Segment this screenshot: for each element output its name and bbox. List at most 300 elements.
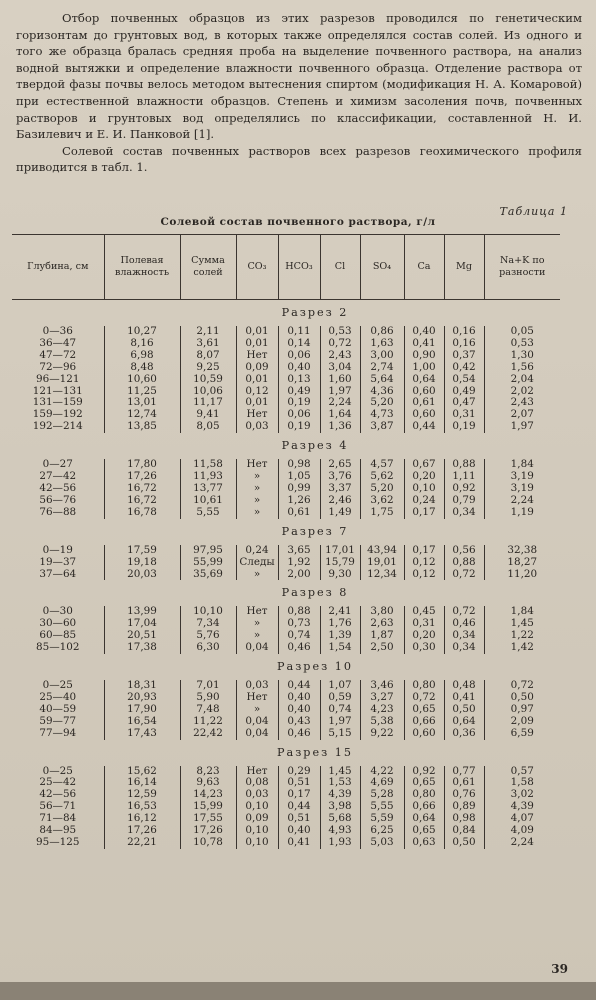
table-cell: 17,04 xyxy=(104,618,180,630)
table-cell: Нет xyxy=(236,409,278,421)
table-cell: 159—192 xyxy=(32,409,83,421)
table-cell: 0,66 xyxy=(404,716,444,728)
table-cell: 0,73 xyxy=(278,618,320,630)
table-cell: 0,10 xyxy=(404,483,444,495)
table-cell: 0,80 xyxy=(404,789,444,801)
table-cell: 85—102 xyxy=(36,642,80,654)
table-cell: 0,03 xyxy=(236,789,278,801)
table-cell: 72—96 xyxy=(39,361,77,373)
table-cell: » xyxy=(236,630,278,642)
table-cell: 192—214 xyxy=(32,421,83,433)
table-cell: 30—60 xyxy=(39,618,77,630)
table-cell: 10,59 xyxy=(180,374,236,386)
table-cell: 2,11 xyxy=(180,326,236,338)
table-cell: 0,19 xyxy=(278,421,320,433)
table-cell: 13,85 xyxy=(104,421,180,433)
table-cell: 4,23 xyxy=(360,704,404,716)
table-cell: 3,00 xyxy=(360,350,404,362)
table-cell: 1,00 xyxy=(404,362,444,374)
table-row xyxy=(12,569,560,581)
table-cell: 0—25 xyxy=(42,680,73,692)
table-cell: 5,90 xyxy=(180,692,236,704)
table-cell: 0,53 xyxy=(320,326,360,338)
table-cell: 12,34 xyxy=(360,569,404,581)
table-cell: 0,86 xyxy=(360,326,404,338)
table-cell: 0,34 xyxy=(444,630,484,642)
table-cell: 3,02 xyxy=(484,789,560,801)
table-cell: 0,51 xyxy=(278,777,320,789)
table-cell: 9,30 xyxy=(320,569,360,581)
table-cell: 1,58 xyxy=(484,777,560,789)
table-cell: 0,08 xyxy=(236,777,278,789)
table-cell: 6,25 xyxy=(360,825,404,837)
table-cell: 2,63 xyxy=(360,618,404,630)
table-cell: 1,30 xyxy=(484,350,560,362)
table-cell: » xyxy=(236,569,278,581)
table-row xyxy=(12,825,560,837)
table-cell: 3,61 xyxy=(180,338,236,350)
table-cell: 77—94 xyxy=(39,727,77,739)
table-cell: 17,55 xyxy=(180,813,236,825)
table-cell: 6,98 xyxy=(104,350,180,362)
table-cell: 10,06 xyxy=(180,386,236,398)
table-cell: 0,74 xyxy=(320,704,360,716)
table-cell: 0,51 xyxy=(278,813,320,825)
table-cell: 9,41 xyxy=(180,409,236,421)
table-cell: 1,60 xyxy=(320,374,360,386)
table-cell: 1,45 xyxy=(320,766,360,778)
table-cell: 2,24 xyxy=(320,397,360,409)
table-cell: 5,62 xyxy=(360,471,404,483)
table-cell: 1,54 xyxy=(320,642,360,654)
table-cell: 8,48 xyxy=(104,362,180,374)
table-cell: 1,53 xyxy=(320,777,360,789)
col-header-so4: SO₄ xyxy=(360,235,404,300)
table-cell: 1,49 xyxy=(320,507,360,519)
table-cell: 4,39 xyxy=(484,801,560,813)
table-cell: 22,21 xyxy=(104,837,180,849)
table-cell: 0,77 xyxy=(444,766,484,778)
section-heading-row xyxy=(12,580,560,606)
col-header-mg: Mg xyxy=(444,235,484,300)
table-cell: 121—131 xyxy=(32,385,83,397)
table-cell: 0,34 xyxy=(444,507,484,519)
table-cell: 1,36 xyxy=(320,421,360,433)
table-cell: 2,65 xyxy=(320,459,360,471)
table-cell: 0,04 xyxy=(236,728,278,740)
table-cell: 40—59 xyxy=(39,703,77,715)
table-cell: 0,61 xyxy=(404,397,444,409)
table-cell: 0,76 xyxy=(444,789,484,801)
table-cell: 0,50 xyxy=(444,704,484,716)
table-cell: 5,03 xyxy=(360,837,404,849)
table-cell: 15,62 xyxy=(104,766,180,778)
table-cell: » xyxy=(236,618,278,630)
section-title: Разрез 2 xyxy=(281,306,349,319)
table-cell: » xyxy=(236,495,278,507)
table-cell: 11,17 xyxy=(180,397,236,409)
table-cell: 0,04 xyxy=(236,716,278,728)
table-cell: 17,38 xyxy=(104,642,180,654)
table-cell: 2,50 xyxy=(360,642,404,654)
table-cell: » xyxy=(236,483,278,495)
table-row xyxy=(12,642,560,654)
section-heading-row xyxy=(12,740,560,766)
table-row xyxy=(12,459,560,471)
table-cell: 1,75 xyxy=(360,507,404,519)
table-cell: 11,25 xyxy=(104,386,180,398)
table-cell: 5,59 xyxy=(360,813,404,825)
table-row xyxy=(12,837,560,849)
table-cell: 17,01 xyxy=(320,545,360,557)
table-cell: 0,09 xyxy=(236,813,278,825)
table-cell: 17,26 xyxy=(104,471,180,483)
table-cell: 0,17 xyxy=(404,545,444,557)
table-cell: 0,12 xyxy=(404,569,444,581)
section-title: Разрез 15 xyxy=(277,745,353,759)
table-cell: 4,69 xyxy=(360,777,404,789)
table-cell: 55,99 xyxy=(180,557,236,569)
table-row xyxy=(12,495,560,507)
table-cell: 0,19 xyxy=(278,397,320,409)
table-cell: 0,49 xyxy=(444,386,484,398)
table-cell: 47—72 xyxy=(39,349,77,361)
table-cell: 25—42 xyxy=(39,777,77,789)
table-cell: 16,54 xyxy=(104,716,180,728)
table-cell: 25—40 xyxy=(39,691,77,703)
table-cell: 19,01 xyxy=(360,557,404,569)
table-row xyxy=(12,483,560,495)
table-cell: 1,63 xyxy=(360,338,404,350)
table-cell: 60—85 xyxy=(39,630,77,642)
table-cell: 0,41 xyxy=(444,692,484,704)
table-cell: 18,27 xyxy=(484,557,560,569)
table-cell: 0,01 xyxy=(236,338,278,350)
table-cell: 0,89 xyxy=(444,801,484,813)
table-row xyxy=(12,507,560,519)
table-cell: 0—27 xyxy=(42,459,73,471)
table-row xyxy=(12,421,560,433)
table-cell: 0,43 xyxy=(278,716,320,728)
table-cell: 0,03 xyxy=(236,421,278,433)
table-row xyxy=(12,766,560,778)
table-cell: 16,53 xyxy=(104,801,180,813)
col-header-salt-sum: Сумма солей xyxy=(180,235,236,300)
table-cell: 2,24 xyxy=(484,495,560,507)
table-row xyxy=(12,350,560,362)
table-cell: 7,34 xyxy=(180,618,236,630)
table-cell: 3,19 xyxy=(484,483,560,495)
table-cell: 0,13 xyxy=(278,374,320,386)
table-cell: 2,74 xyxy=(360,362,404,374)
col-header-ca: Ca xyxy=(404,235,444,300)
table-cell: 0,92 xyxy=(404,766,444,778)
table-cell: 3,98 xyxy=(320,801,360,813)
table-cell: 27—42 xyxy=(39,471,77,483)
table-cell: 4,09 xyxy=(484,825,560,837)
table-cell: 1,45 xyxy=(484,618,560,630)
table-cell: 4,73 xyxy=(360,409,404,421)
table-cell: 13,01 xyxy=(104,397,180,409)
table-cell: 7,01 xyxy=(180,680,236,692)
table-cell: 1,87 xyxy=(360,630,404,642)
table-cell: 0,47 xyxy=(444,397,484,409)
table-cell: 0,17 xyxy=(278,789,320,801)
table-cell: 97,95 xyxy=(180,545,236,557)
table-cell: 0,29 xyxy=(278,766,320,778)
page-number: 39 xyxy=(551,962,568,976)
table-cell: 1,56 xyxy=(484,362,560,374)
table-cell: 0,66 xyxy=(404,801,444,813)
table-cell: 8,05 xyxy=(180,421,236,433)
col-header-moisture: Полевая влажность xyxy=(104,235,180,300)
table-cell: 9,22 xyxy=(360,728,404,740)
table-cell: 0,36 xyxy=(444,728,484,740)
table-cell: 8,16 xyxy=(104,338,180,350)
table-cell: 5,55 xyxy=(180,507,236,519)
table-cell: 20,93 xyxy=(104,692,180,704)
table-cell: 5,38 xyxy=(360,716,404,728)
table-cell: 0,46 xyxy=(278,728,320,740)
table-cell: 0,60 xyxy=(404,409,444,421)
table-cell: 1,92 xyxy=(278,557,320,569)
table-cell: 1,93 xyxy=(320,837,360,849)
table-cell: 0,19 xyxy=(444,421,484,433)
table-row xyxy=(12,777,560,789)
table-cell: 0,50 xyxy=(444,837,484,849)
page-bottom-edge xyxy=(0,982,596,1000)
table-cell: 1,97 xyxy=(320,386,360,398)
section-title: Разрез 8 xyxy=(281,586,349,600)
table-cell: 8,23 xyxy=(180,766,236,778)
table-cell: 0,50 xyxy=(484,692,560,704)
table-cell: 0,17 xyxy=(404,507,444,519)
table-cell: 56—76 xyxy=(39,494,77,506)
table-cell: 17,80 xyxy=(104,459,180,471)
table-cell: 0,98 xyxy=(278,459,320,471)
table-row xyxy=(12,545,560,557)
section-heading-row xyxy=(12,433,560,459)
table-cell: 0,12 xyxy=(236,386,278,398)
section-heading-row xyxy=(12,519,560,545)
table-cell: 0,41 xyxy=(278,837,320,849)
table-cell: 0,37 xyxy=(444,350,484,362)
table-row xyxy=(12,409,560,421)
table-row xyxy=(12,338,560,350)
table-cell: 16,14 xyxy=(104,777,180,789)
table-cell: 0,40 xyxy=(404,326,444,338)
table-cell: 1,64 xyxy=(320,409,360,421)
table-cell: 0,74 xyxy=(278,630,320,642)
table-cell: 2,04 xyxy=(484,374,560,386)
table-cell: 11,58 xyxy=(180,459,236,471)
table-cell: 0,01 xyxy=(236,374,278,386)
table-cell: 1,97 xyxy=(320,716,360,728)
table-cell: 13,99 xyxy=(104,606,180,618)
table-cell: 0,88 xyxy=(444,459,484,471)
table-cell: 19—37 xyxy=(39,556,77,568)
table-cell: 10,78 xyxy=(180,837,236,849)
table-cell: 3,37 xyxy=(320,483,360,495)
table-cell: 0,72 xyxy=(320,338,360,350)
table-cell: 18,31 xyxy=(104,680,180,692)
table-row xyxy=(12,618,560,630)
table-cell: 0,40 xyxy=(278,362,320,374)
table-cell: 0,54 xyxy=(444,374,484,386)
table-cell: 0,30 xyxy=(404,642,444,654)
table-cell: 20,03 xyxy=(104,569,180,581)
table-cell: 0,10 xyxy=(236,837,278,849)
table-cell: 1,05 xyxy=(278,471,320,483)
table-cell: 17,90 xyxy=(104,704,180,716)
table-row xyxy=(12,386,560,398)
table-cell: 9,63 xyxy=(180,777,236,789)
table-cell: Нет xyxy=(236,606,278,618)
table-cell: 4,07 xyxy=(484,813,560,825)
table-cell: 56—71 xyxy=(39,801,77,813)
table-cell: 16,78 xyxy=(104,507,180,519)
table-cell: 5,64 xyxy=(360,374,404,386)
table-cell: 2,24 xyxy=(484,837,560,849)
table-cell: 36—47 xyxy=(39,337,77,349)
table-cell: Нет xyxy=(236,692,278,704)
table-cell: 37—64 xyxy=(39,568,77,580)
table-cell: 0,64 xyxy=(404,374,444,386)
table-cell: 11,20 xyxy=(484,569,560,581)
table-cell: 13,77 xyxy=(180,483,236,495)
table-cell: 0,45 xyxy=(404,606,444,618)
table-cell: 0,44 xyxy=(404,421,444,433)
table-row xyxy=(12,557,560,569)
table-cell: 2,43 xyxy=(320,350,360,362)
table-cell: 0,03 xyxy=(236,680,278,692)
table-cell: 0,79 xyxy=(444,495,484,507)
table-cell: 0,98 xyxy=(444,813,484,825)
table-cell: 2,46 xyxy=(320,495,360,507)
table-cell: 42—56 xyxy=(39,789,77,801)
section-title: Разрез 4 xyxy=(281,439,349,453)
table-cell: 5,20 xyxy=(360,483,404,495)
table-cell: 0—30 xyxy=(42,606,73,618)
table-cell: 0,72 xyxy=(404,692,444,704)
table-cell: 59—77 xyxy=(39,715,77,727)
table-cell: 2,07 xyxy=(484,409,560,421)
table-cell: 16,72 xyxy=(104,495,180,507)
table-cell: » xyxy=(236,704,278,716)
table-cell: 2,43 xyxy=(484,397,560,409)
table-cell: 14,23 xyxy=(180,789,236,801)
table-cell: 0,97 xyxy=(484,704,560,716)
table-cell: 0,24 xyxy=(236,545,278,557)
table-cell: 12,59 xyxy=(104,789,180,801)
table-cell: 1,84 xyxy=(484,459,560,471)
body-text xyxy=(16,10,582,176)
table-cell: Нет xyxy=(236,459,278,471)
table-cell: 1,76 xyxy=(320,618,360,630)
table-cell: 5,20 xyxy=(360,397,404,409)
table-cell: 10,60 xyxy=(104,374,180,386)
table-cell: 0,14 xyxy=(278,338,320,350)
table-cell: 0,80 xyxy=(404,680,444,692)
table-cell: 2,41 xyxy=(320,606,360,618)
table-cell: 10,27 xyxy=(104,326,180,338)
table-cell: 1,42 xyxy=(484,642,560,654)
table-cell: 0,65 xyxy=(404,704,444,716)
table-cell: 0,05 xyxy=(484,326,560,338)
table-cell: 3,62 xyxy=(360,495,404,507)
table-cell: 0,04 xyxy=(236,642,278,654)
table-cell: 4,36 xyxy=(360,386,404,398)
table-cell: 0—19 xyxy=(42,544,73,556)
table-cell: 0,34 xyxy=(444,642,484,654)
table-cell: 16,72 xyxy=(104,483,180,495)
table-cell: 0,46 xyxy=(444,618,484,630)
table-row xyxy=(12,813,560,825)
table-cell: 0,42 xyxy=(444,362,484,374)
table-cell: 0,44 xyxy=(278,680,320,692)
table-cell: Нет xyxy=(236,766,278,778)
table-cell: 0,01 xyxy=(236,397,278,409)
table-cell: 1,84 xyxy=(484,606,560,618)
table-cell: 0,61 xyxy=(444,777,484,789)
soil-solution-table xyxy=(12,234,560,849)
table-cell: 5,55 xyxy=(360,801,404,813)
table-cell: 12,74 xyxy=(104,409,180,421)
table-cell: 0,72 xyxy=(444,606,484,618)
table-cell: 3,19 xyxy=(484,471,560,483)
table-cell: 0,61 xyxy=(278,507,320,519)
table-row xyxy=(12,471,560,483)
table-cell: 131—159 xyxy=(32,397,83,409)
table-cell: 0,59 xyxy=(320,692,360,704)
table-cell: 0,49 xyxy=(278,386,320,398)
table-row xyxy=(12,728,560,740)
table-cell: 96—121 xyxy=(36,373,80,385)
table-cell: 4,39 xyxy=(320,789,360,801)
table-cell: 3,04 xyxy=(320,362,360,374)
section-heading-row xyxy=(12,300,560,327)
table-cell: 0,65 xyxy=(404,777,444,789)
col-header-co3: CO₃ xyxy=(236,235,278,300)
table-row xyxy=(12,374,560,386)
section-title: Разрез 10 xyxy=(277,660,353,674)
table-cell: 3,65 xyxy=(278,545,320,557)
table-cell: 3,76 xyxy=(320,471,360,483)
table-cell: 4,93 xyxy=(320,825,360,837)
table-cell: 1,19 xyxy=(484,507,560,519)
table-row xyxy=(12,362,560,374)
table-row xyxy=(12,630,560,642)
section-heading-row xyxy=(12,654,560,680)
table-cell: 5,28 xyxy=(360,789,404,801)
table-cell: 0,40 xyxy=(278,692,320,704)
table-cell: 0,67 xyxy=(404,459,444,471)
table-row xyxy=(12,692,560,704)
table-cell: 0,20 xyxy=(404,630,444,642)
col-header-cl: Cl xyxy=(320,235,360,300)
table-cell: 0,12 xyxy=(404,557,444,569)
table-cell: 4,57 xyxy=(360,459,404,471)
table-cell: 0,24 xyxy=(404,495,444,507)
table-cell: 0,72 xyxy=(484,680,560,692)
table-cell: 0,84 xyxy=(444,825,484,837)
table-cell: 0,64 xyxy=(404,813,444,825)
table-cell: 0,46 xyxy=(278,642,320,654)
table-cell: 7,48 xyxy=(180,704,236,716)
table-cell: 42—56 xyxy=(39,482,77,494)
table-cell: 2,00 xyxy=(278,569,320,581)
table-cell: Нет xyxy=(236,350,278,362)
